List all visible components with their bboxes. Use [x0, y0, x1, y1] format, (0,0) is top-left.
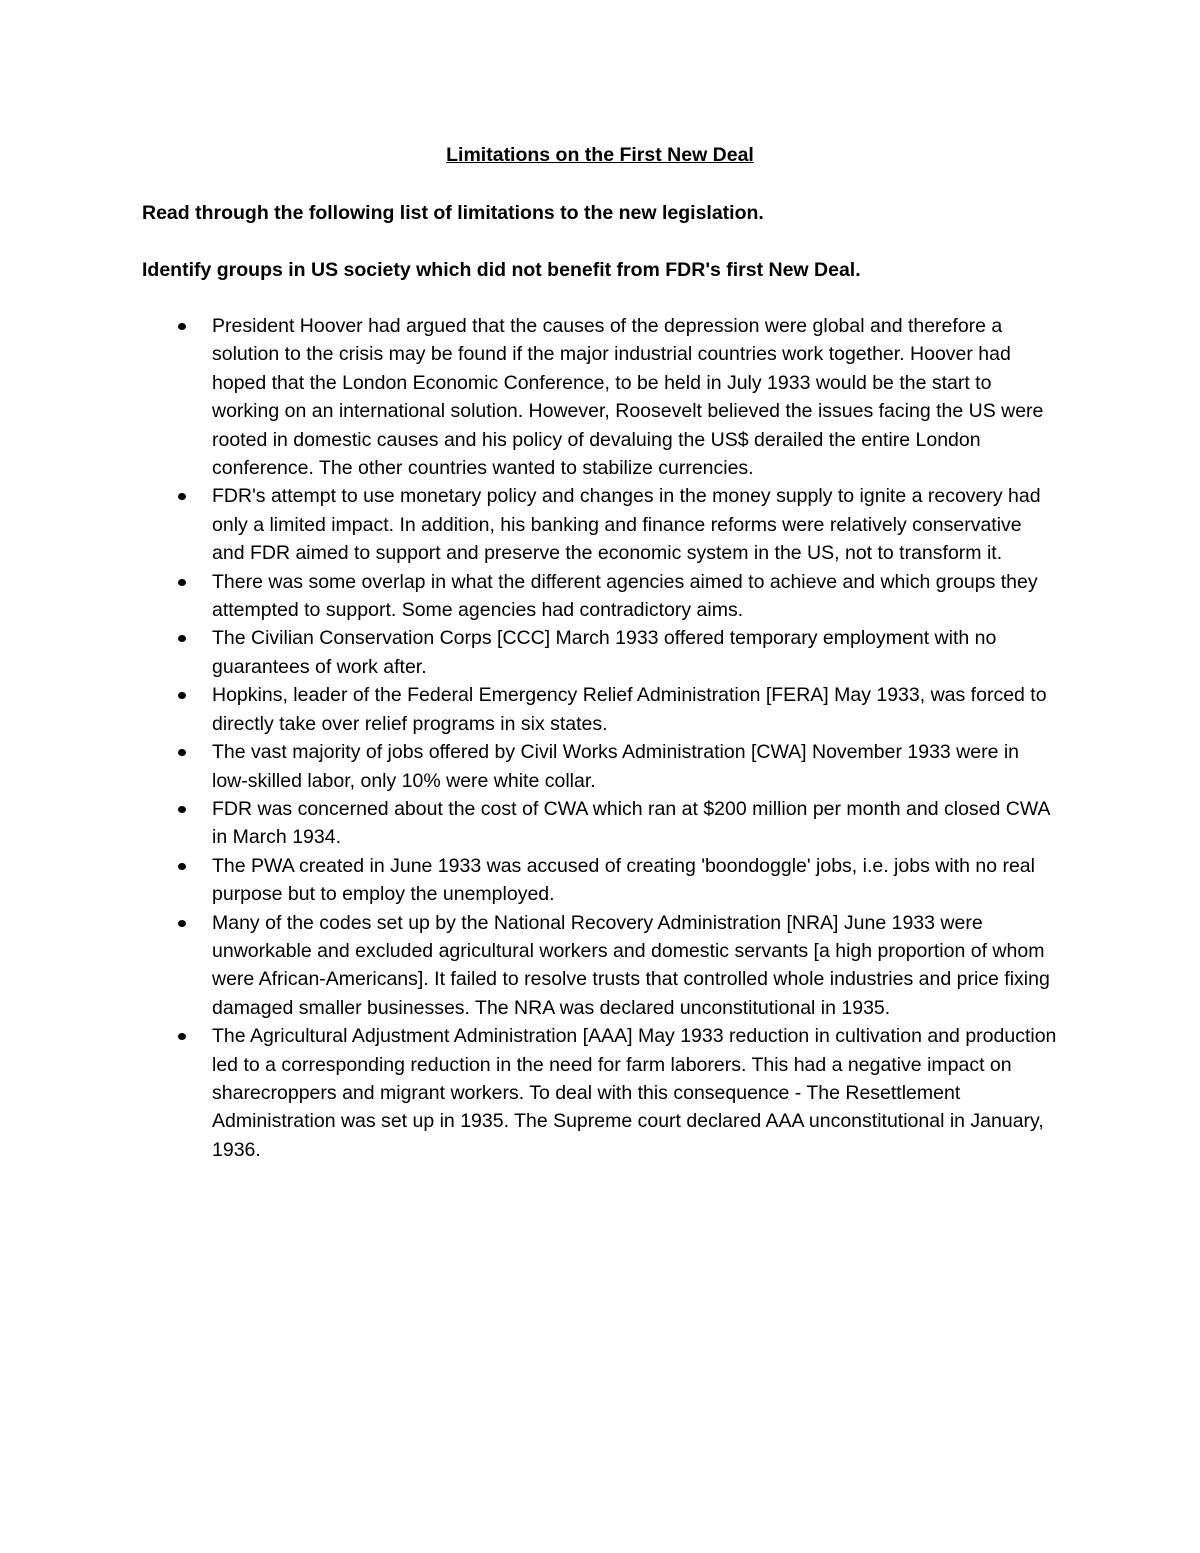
bullet-icon: [178, 493, 186, 500]
list-item-text: FDR's attempt to use monetary policy and changes in the money supply to ignite a recovery had only a limited impact. In addition, his banking and finance reforms were relatively conservative and FDR aimed to support and preserve the economic system in the US, not to transform it.: [212, 485, 1041, 565]
list-item-text: The Civilian Conservation Corps [CCC] March 1933 offered temporary employment with no guarantees of work after.: [212, 627, 997, 678]
bullet-icon: [178, 920, 186, 927]
instruction-identify: Identify groups in US society which did not benefit from FDR's first New Deal.: [142, 259, 861, 281]
list-item: [0, 738, 1058, 795]
bullet-icon: [178, 863, 186, 870]
list-item: [0, 568, 1058, 625]
list-item: [0, 909, 1058, 1023]
list-item: [0, 1022, 1058, 1164]
limitations-list: [0, 312, 1200, 1164]
bullet-icon: [178, 692, 186, 699]
list-item: [0, 795, 1058, 852]
list-item-text: President Hoover had argued that the causes of the depression were global and therefore a solution to the crisis may be found if the major industrial countries work together. Hoover had hoped that the London Economic Conference, to be held in July 1933 would be the start to working on an international solution. However, Roosevelt believed the issues facing the US were rooted in domestic causes and his policy of devaluing the US$ derailed the entire London conference. The other countries wanted to stabilize currencies.: [212, 315, 1044, 480]
bullet-icon: [178, 1033, 186, 1040]
list-item-text: The PWA created in June 1933 was accused of creating 'boondoggle' jobs, i.e. jobs with no real purpose but to employ the unemployed.: [212, 854, 1035, 906]
list-item-text: FDR was concerned about the cost of CWA which ran at $200 million per month and closed CWA in March 1934.: [212, 797, 1050, 849]
list-item: [0, 312, 1058, 482]
bullet-icon: [178, 579, 186, 586]
document-title: Limitations on the First New Deal: [446, 144, 754, 166]
list-item-text: Many of the codes set up by the National Recovery Administration [NRA] June 1933 were unworkable and excluded agricultural workers and domestic servants [a high proportion of whom were African-Americans]. It failed to resolve trusts that controlled whole industries and price fixing damaged smaller businesses. The NRA was declared unconstitutional in 1935.: [212, 911, 1050, 1019]
bullet-icon: [178, 806, 186, 813]
list-item-text: The Agricultural Adjustment Administration [AAA] May 1933 reduction in cultivation and production led to a corresponding reduction in the need for farm laborers. This had a negative impact on sharecroppers and migrant workers. To deal with this consequence - The Resettlement Administration was set up in 1935. The Supreme court declared AAA unconstitutional in January, 1936.: [212, 1025, 1057, 1161]
bullet-icon: [178, 635, 186, 642]
list-item: [0, 852, 1058, 909]
list-item-text: Hopkins, leader of the Federal Emergency Relief Administration [FERA] May 1933, was forced to directly take over relief programs in six states.: [212, 684, 1047, 735]
bullet-icon: [178, 323, 186, 330]
list-item-text: The vast majority of jobs offered by Civil Works Administration [CWA] November 1933 were in low-skilled labor, only 10% were white collar.: [212, 741, 1020, 792]
list-item: [0, 482, 1058, 567]
bullet-icon: [178, 749, 186, 756]
instruction-read: Read through the following list of limitations to the new legislation.: [142, 202, 764, 224]
list-item-text: There was some overlap in what the different agencies aimed to achieve and which groups they attempted to support. Some agencies had contradictory aims.: [212, 570, 1038, 622]
list-item: [0, 681, 1058, 738]
list-item: [0, 624, 1058, 681]
